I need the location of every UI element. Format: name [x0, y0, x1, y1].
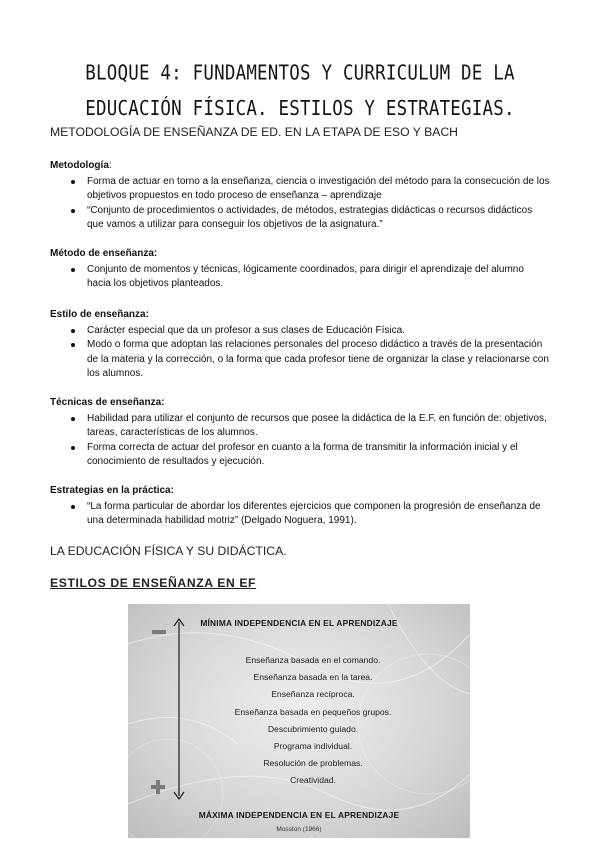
bullet-list — [50, 500, 550, 529]
maximum-independence-label: MÁXIMA INDEPENDENCIA EN EL APRENDIZAJE — [198, 810, 400, 820]
list-item: “Conjunto de procedimientos o actividades, de métodos, estrategias didácticas o recursos didácticos que vamos a utilizar para conseguir los objetivos de la asignatura.” — [87, 204, 550, 233]
section-metodologia — [50, 159, 550, 233]
section-label: Estrategias en la práctica: — [50, 485, 174, 496]
list-item: Habilidad para utilizar el conjunto de recursos que posee la didáctica de la E.F. en función de: objetivos, tareas, características de los alumnos. — [87, 412, 550, 441]
style-item: Creatividad. — [290, 775, 336, 786]
teaching-styles-heading: ESTILOS DE ENSEÑANZA EN EF — [50, 576, 257, 590]
style-item: Enseñanza basada en la tarea. — [253, 672, 373, 683]
double-arrow-icon — [172, 618, 186, 800]
section-label: Técnicas de enseñanza: — [50, 397, 165, 408]
style-item: Enseñanza basada en pequeños grupos. — [234, 706, 392, 717]
style-item: Programa individual. — [273, 741, 353, 752]
list-item: Forma correcta de actuar del profesor en cuanto a la forma de transmitir la información inicial y el conocimiento de resultados y ejecución. — [87, 441, 550, 470]
section-label: Estilo de enseñanza: — [50, 309, 149, 320]
section-tecnicas — [50, 396, 550, 470]
teaching-styles-figure — [128, 604, 470, 838]
section-metodo — [50, 247, 550, 292]
style-item: Enseñanza basada en el comando. — [245, 655, 381, 665]
minimum-independence-label: MÍNIMA INDEPENDENCIA EN EL APRENDIZAJE — [200, 618, 398, 628]
figure-credit: Mosston (1966) — [276, 826, 322, 833]
plus-icon — [151, 780, 165, 794]
bullet-list — [50, 263, 550, 292]
section-label-suffix: : — [108, 160, 112, 171]
style-item: Resolución de problemas. — [263, 758, 363, 769]
section-estrategias — [50, 484, 550, 529]
section-estilo — [50, 308, 550, 382]
list-item: Carácter especial que da un profesor a sus clases de Educación Física. — [87, 324, 550, 339]
styles-list — [188, 652, 438, 790]
didactics-heading: LA EDUCACIÓN FÍSICA Y SU DIDÁCTICA. — [50, 544, 287, 558]
bullet-list — [50, 412, 550, 470]
section-label: Metodología — [50, 160, 109, 171]
list-item: “La forma particular de abordar los diferentes ejercicios que componen la progresión de enseñanza de una determinada habilidad motriz” (Delgado Noguera, 1991). — [87, 500, 550, 529]
minus-icon — [152, 630, 166, 634]
list-item: Conjunto de momentos y técnicas, lógicamente coordinados, para dirigir el aprendizaje del alumno hacia los objetivos planteados. — [87, 263, 550, 292]
methodology-heading: METODOLOGÍA DE ENSEÑANZA DE ED. EN LA ETAPA DE ESO Y BACH — [50, 125, 458, 139]
list-item: Modo o forma que adoptan las relaciones personales del proceso didáctico a través de la presentación de la materia y la corrección, o la forma que cada profesor tiene de organizar la clase y relacionarse con los alumnos. — [87, 338, 550, 382]
bullet-list — [50, 324, 550, 382]
list-item: Forma de actuar en torno a la enseñanza, ciencia o investigación del método para la consecución de los objetivos propuestos en todo proceso de enseñanza – aprendizaje — [87, 175, 550, 204]
page-title: BLOQUE 4: FUNDAMENTOS Y CURRICULUM DE LA EDUCACIÓN FÍSICA. ESTILOS Y ESTRATEGIAS. — [85, 61, 515, 121]
style-item: Descubrimiento guiado. — [267, 723, 359, 734]
section-label: Método de enseñanza: — [50, 248, 158, 259]
bullet-list — [50, 175, 550, 233]
style-item: Enseñanza recíproca. — [271, 689, 355, 700]
